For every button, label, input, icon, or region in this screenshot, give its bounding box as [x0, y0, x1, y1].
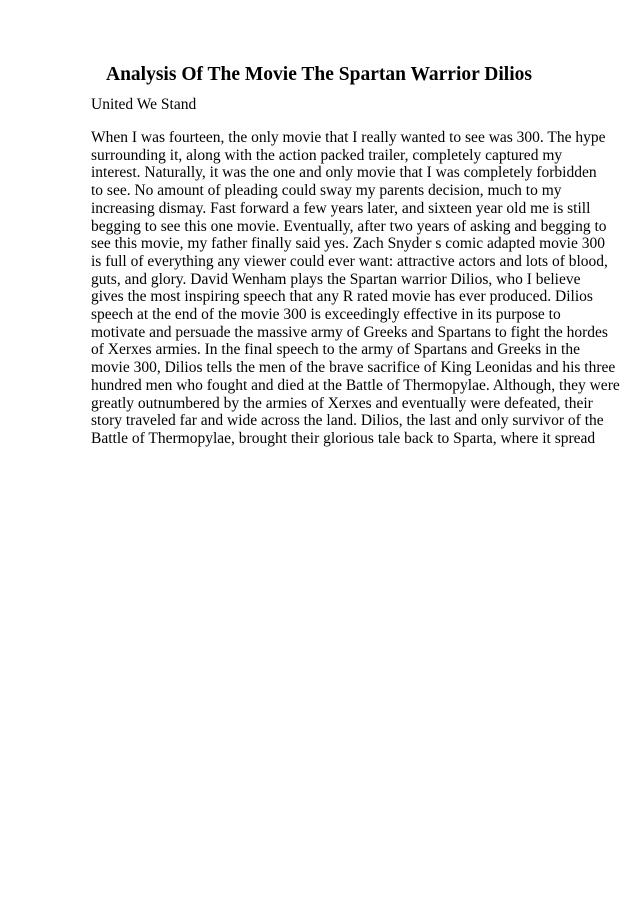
body-line: When I was fourteen, the only movie that I really wanted to see was 300. The hype [91, 129, 606, 146]
body-line: story traveled far and wide across the land. Dilios, the last and only survivor of the [91, 412, 604, 430]
body-paragraph [91, 129, 620, 448]
body-line: hundred men who fought and died at the Battle of Thermopylae. Although, they were [91, 376, 620, 394]
body-line: speech at the end of the movie 300 is exceedingly effective in its purpose to [91, 306, 561, 324]
document-title: Analysis Of The Movie The Spartan Warrior Dilios [106, 64, 532, 85]
body-line: motivate and persuade the massive army of Greeks and Spartans to fight the hordes [91, 323, 608, 341]
body-line: interest. Naturally, it was the one and only movie that I was completely forbidden [91, 164, 597, 182]
body-line: see this movie, my father finally said yes. Zach Snyder s comic adapted movie 300 [91, 235, 605, 253]
body-line: begging to see this one movie. Eventually, after two years of asking and begging to [91, 217, 607, 235]
body-line: gives the most inspiring speech that any R rated movie has ever produced. Dilios [91, 288, 593, 306]
body-line: of Xerxes armies. In the final speech to the army of Spartans and Greeks in the [91, 341, 580, 359]
document-subtitle: United We Stand [91, 96, 197, 113]
body-line: surrounding it, along with the action packed trailer, completely captured my [91, 146, 563, 164]
body-line: is full of everything any viewer could ever want: attractive actors and lots of blood, [91, 252, 608, 270]
body-line: to see. No amount of pleading could sway my parents decision, much to my [91, 182, 562, 200]
body-line: increasing dismay. Fast forward a few years later, and sixteen year old me is still [91, 199, 591, 217]
body-line: greatly outnumbered by the armies of Xerxes and eventually were defeated, their [91, 394, 593, 412]
body-line: guts, and glory. David Wenham plays the Spartan warrior Dilios, who I believe [91, 270, 581, 288]
body-line: movie 300, Dilios tells the men of the brave sacrifice of King Leonidas and his three [91, 359, 616, 377]
body-line: Battle of Thermopylae, brought their glorious tale back to Sparta, where it spread [91, 429, 596, 447]
